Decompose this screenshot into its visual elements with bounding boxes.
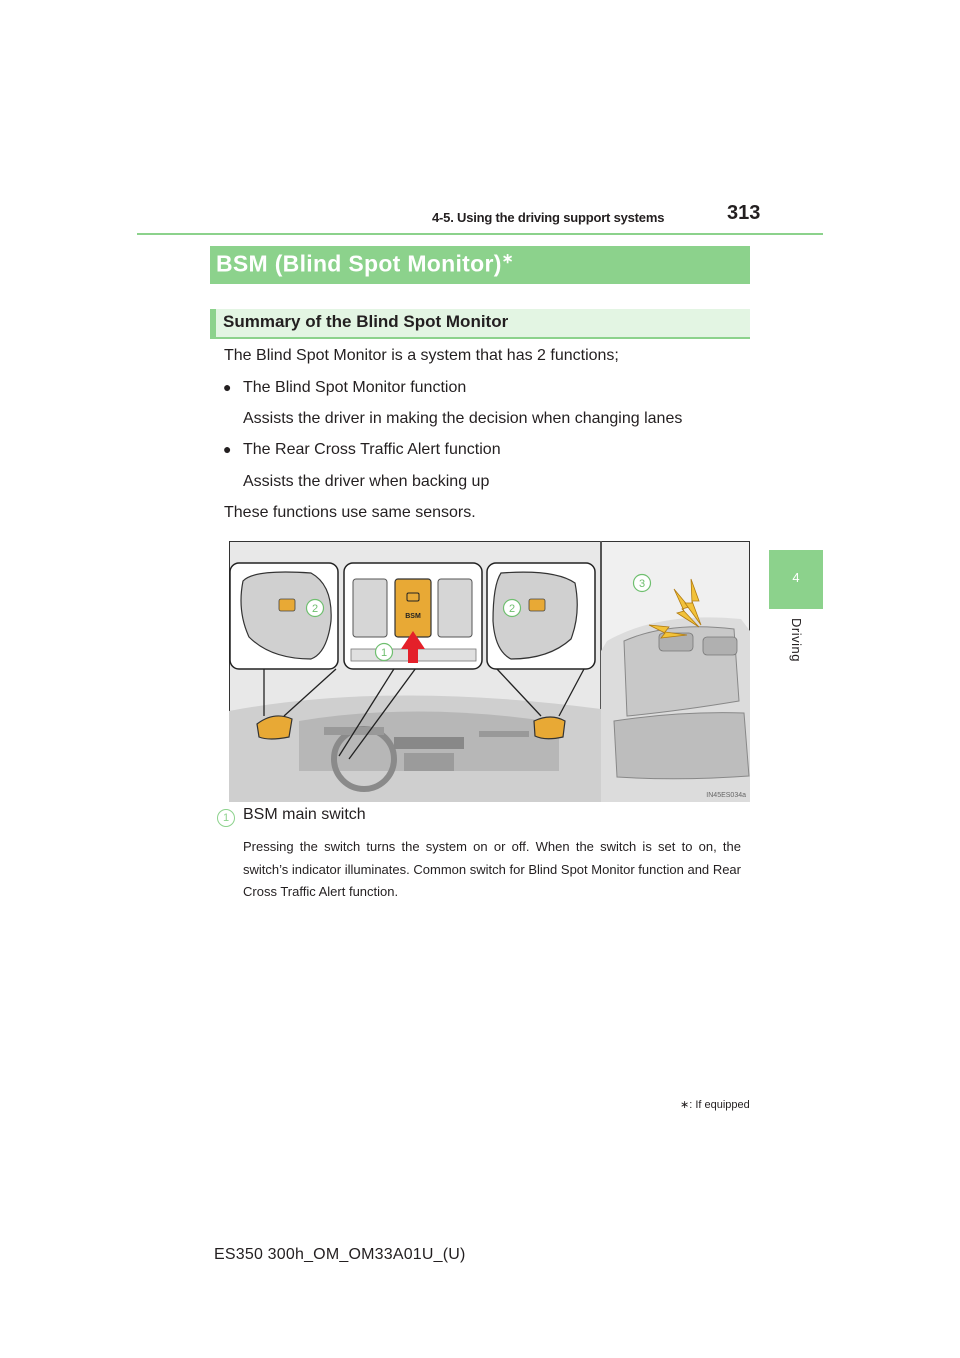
chapter-number: 4: [792, 570, 800, 585]
bsm-illustration: [229, 541, 750, 802]
subheading-accent: [210, 309, 216, 339]
function-name: The Rear Cross Traffic Alert function: [243, 441, 501, 458]
image-code: IN45ES034a: [706, 792, 746, 799]
item-heading: BSM main switch: [243, 806, 366, 823]
page-number: 313: [727, 202, 761, 224]
subheading: Summary of the Blind Spot Monitor: [223, 312, 509, 331]
callout-label: 3: [638, 578, 646, 590]
equipped-mark: ∗: [501, 250, 514, 266]
callout-label: 2: [508, 603, 516, 615]
page-title-text: BSM (Blind Spot Monitor): [216, 250, 502, 277]
item-description: Pressing the switch turns the system on or off. When the switch is set to on, the switch’s indicator illuminates. Common switch for Blind Spot Monitor function and Rear Cross Traffic Alert function.: [243, 839, 741, 899]
chapter-label: Driving: [789, 618, 804, 662]
document-code: ES350 300h_OM_OM33A01U_(U): [214, 1246, 466, 1263]
callout-label: 2: [311, 603, 319, 615]
page-title: [216, 250, 514, 278]
header-rule: [137, 233, 823, 235]
footnote-text: : If equipped: [689, 1099, 750, 1111]
function-desc: Assists the driver when backing up: [243, 473, 490, 490]
section-path: 4-5. Using the driving support systems: [432, 210, 665, 225]
callout-label: 1: [380, 647, 388, 659]
function-name: The Blind Spot Monitor function: [243, 379, 467, 396]
item-number-badge: 1: [217, 809, 235, 827]
function-desc: Assists the driver in making the decision when changing lanes: [243, 410, 683, 427]
bullet-icon: ●: [223, 379, 232, 395]
footnote-mark: ∗: [680, 1099, 690, 1111]
intro-text: The Blind Spot Monitor is a system that has 2 functions;: [224, 347, 619, 364]
switch-label: BSM: [405, 613, 421, 620]
closing-text: These functions use same sensors.: [224, 504, 476, 521]
footnote: [680, 1098, 750, 1111]
bullet-icon: ●: [223, 441, 232, 457]
